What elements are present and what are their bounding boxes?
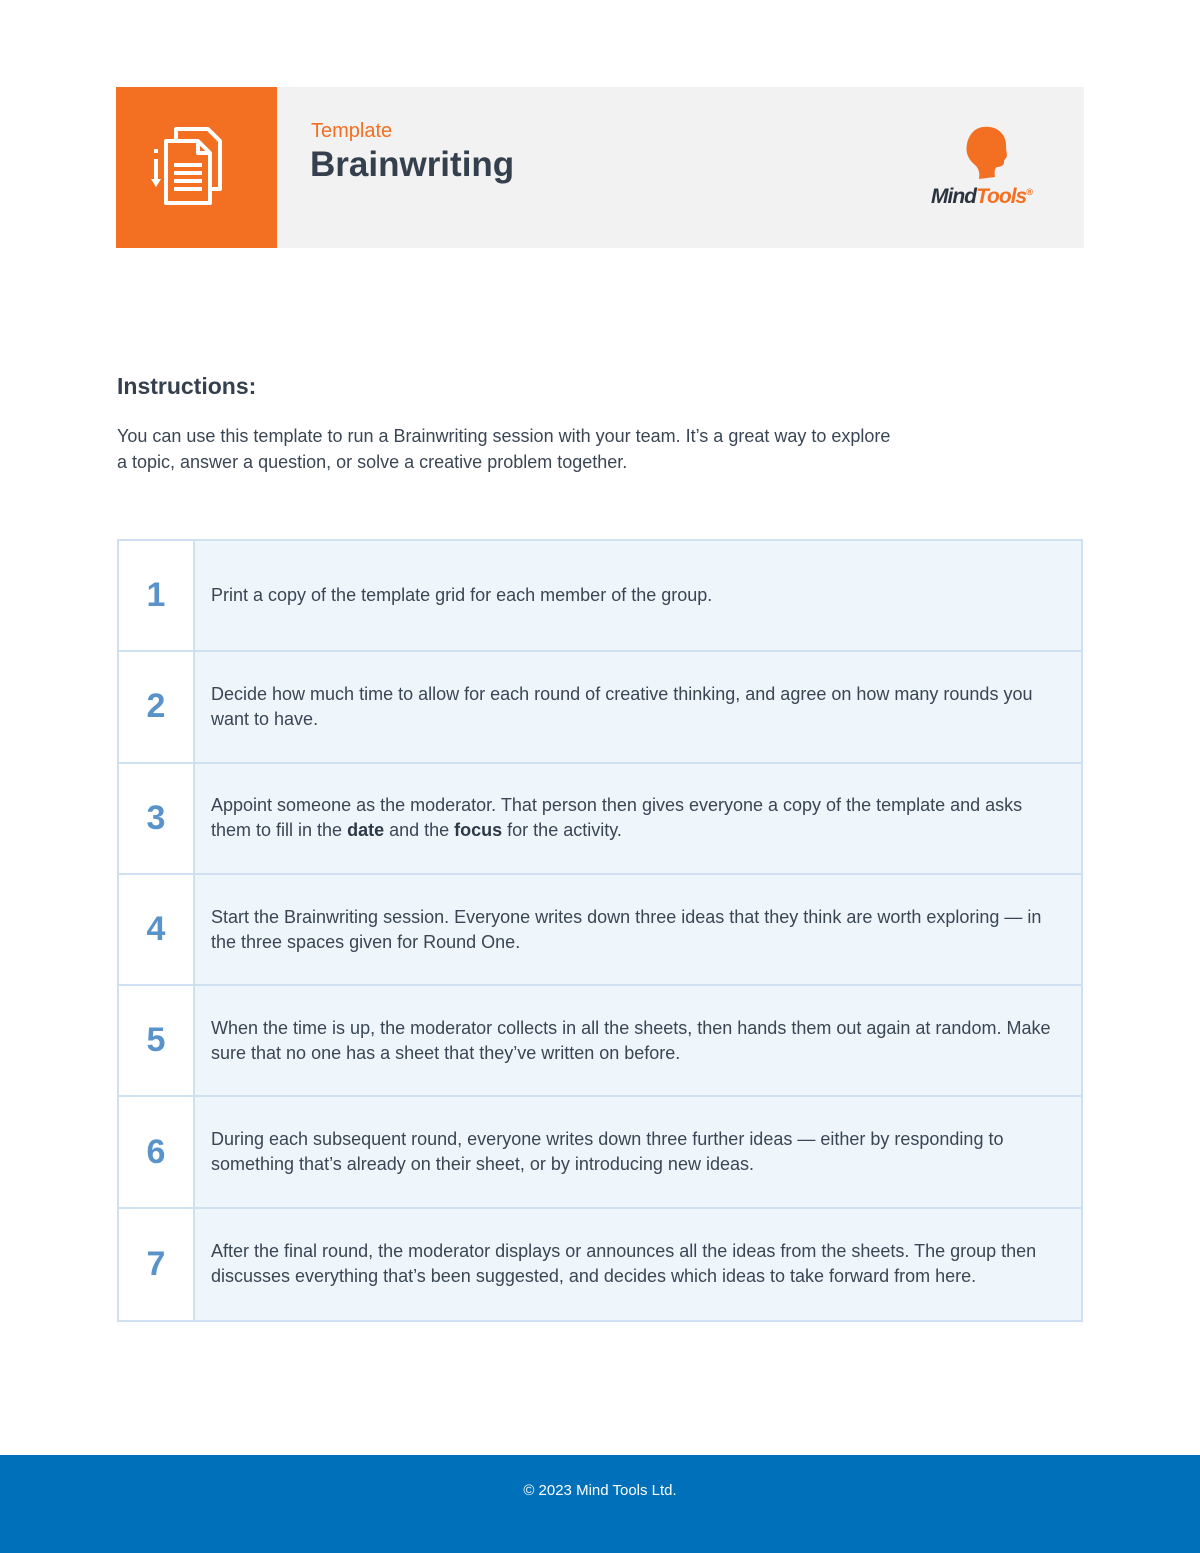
step-row (119, 764, 1081, 875)
step-text (195, 875, 1081, 984)
step-text-content: When the time is up, the moderator collects in all the sheets, then hands them out again at random. Make sure that no one has a sheet that they’ve written on before. (211, 1017, 1051, 1063)
step-text-content: After the final round, the moderator displays or announces all the ideas from the sheets. The group then discusses everything that’s been suggested, and decides which ideas to take forward from here. (211, 1241, 1037, 1287)
step-text-content: Start the Brainwriting session. Everyone writes down three ideas that they think are worth exploring — in the three spaces given for Round One. (211, 906, 1042, 952)
step-row (119, 986, 1081, 1097)
step-number: 4 (119, 875, 195, 984)
step-bold-focus: focus (454, 820, 503, 841)
copyright-text: © 2023 Mind Tools Ltd. (523, 1482, 677, 1499)
step-text (195, 986, 1081, 1095)
step-text (195, 1097, 1081, 1206)
step-text-content (211, 793, 1067, 843)
step-number: 1 (119, 541, 195, 650)
instructions-line-2: a topic, answer a question, or solve a creative problem together. (117, 452, 628, 472)
step-text-part: Appoint someone as the moderator. That person then gives everyone a copy of the template and asks them to fill in the (211, 795, 1023, 841)
document-template-icon (150, 123, 246, 213)
footer-bar (0, 1455, 1200, 1553)
instructions-line-1: You can use this template to run a Brainwriting session with your team. It’s a great way to explore (117, 426, 891, 446)
step-text-content: Decide how much time to allow for each round of creative thinking, and agree on how many rounds you want to have. (211, 683, 1033, 729)
step-text-content: Print a copy of the template grid for each member of the group. (211, 585, 713, 606)
brand-wordmark (931, 185, 1032, 209)
steps-table (117, 539, 1083, 1322)
brand-tools: Tools (975, 185, 1027, 208)
step-row (119, 875, 1081, 986)
page-title: Brainwriting (310, 145, 515, 184)
step-text-part: and the (384, 820, 455, 841)
step-text (195, 541, 1081, 650)
brand-registered-mark: ® (1026, 187, 1032, 197)
step-bold-date: date (347, 820, 385, 841)
brand-mind: Mind (931, 185, 976, 208)
step-text (195, 652, 1081, 761)
step-number: 7 (119, 1209, 195, 1320)
step-number: 3 (119, 764, 195, 873)
header-banner (116, 87, 1084, 248)
step-text (195, 764, 1081, 873)
instructions-heading: Instructions: (117, 373, 257, 399)
head-silhouette-icon (961, 125, 1009, 181)
step-row (119, 1209, 1081, 1320)
step-text-content: During each subsequent round, everyone writes down three further ideas — either by responding to something that’s already on their sheet, or by introducing new ideas. (211, 1129, 1004, 1175)
step-row (119, 652, 1081, 763)
step-text (195, 1209, 1081, 1320)
step-number: 5 (119, 986, 195, 1095)
step-number: 6 (119, 1097, 195, 1206)
step-text-part: for the activity. (502, 820, 622, 841)
step-row (119, 541, 1081, 652)
step-row (119, 1097, 1081, 1208)
mindtools-logo (931, 125, 1046, 211)
instructions-text (117, 423, 1017, 475)
template-label: Template (311, 120, 393, 142)
template-icon-box (116, 87, 277, 248)
step-number: 2 (119, 652, 195, 761)
